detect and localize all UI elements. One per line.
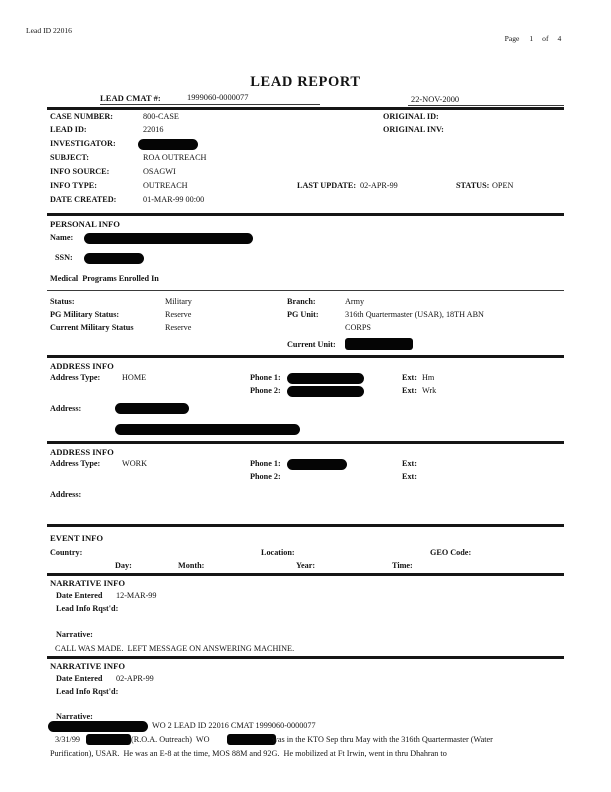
name-redaction <box>84 233 253 244</box>
cmat-underline <box>100 104 320 105</box>
branch-label: Branch: <box>287 297 316 306</box>
address-home-phone1-redaction <box>287 373 364 384</box>
current-military-status-label: Current Military Status <box>50 323 134 332</box>
address-home-type-label: Address Type: <box>50 373 101 382</box>
report-date-underline <box>408 105 564 106</box>
narrative-2-divider <box>47 656 564 659</box>
address-work-heading: ADDRESS INFO <box>50 447 114 457</box>
info-source-label: INFO SOURCE: <box>50 167 110 176</box>
status-label: STATUS: <box>456 181 490 190</box>
military-status-label: Status: <box>50 297 75 306</box>
narrative-2-heading: NARRATIVE INFO <box>50 661 126 671</box>
narrative-2-date-entered-value: 02-APR-99 <box>116 674 154 683</box>
address-home-phone2-redaction <box>287 386 364 397</box>
address-home-address-label: Address: <box>50 404 82 413</box>
address-work-type-value: WORK <box>122 459 148 468</box>
address-work-phone1-redaction <box>287 459 347 470</box>
pg-unit-label: PG Unit: <box>287 310 319 319</box>
address-work-phone2-label: Phone 2: <box>250 472 281 481</box>
narrative-1-date-entered-label: Date Entered <box>56 591 103 600</box>
address-home-divider <box>47 355 564 358</box>
pg-military-status-label: PG Military Status: <box>50 310 120 319</box>
last-update-label: LAST UPDATE: <box>297 181 357 190</box>
subject-value: ROA OUTREACH <box>143 153 207 162</box>
lead-cmat-value: 1999060-0000077 <box>187 93 249 102</box>
original-id-label: ORIGINAL ID: <box>383 112 439 121</box>
narrative-2-date-entered-label: Date Entered <box>56 674 103 683</box>
event-info-divider <box>47 524 564 527</box>
address-home-ext2-label: Ext: <box>402 386 418 395</box>
event-location-label: Location: <box>261 548 295 557</box>
page-total: 4 <box>557 33 562 43</box>
info-source-value: OSAGWI <box>143 167 176 176</box>
address-work-ext1-label: Ext: <box>402 459 418 468</box>
date-created-value: 01-MAR-99 00:00 <box>143 195 205 204</box>
address-home-ext1-value: Hm <box>422 373 435 382</box>
event-country-label: Country: <box>50 548 83 557</box>
narrative-1-lead-info-rqstd-label: Lead Info Rqst'd: <box>56 604 119 613</box>
lead-id-label: LEAD ID: <box>50 125 87 134</box>
narrative-2-line2-tail: was in the KTO Sep thru May with the 316th Quartermaster (Water <box>272 735 493 744</box>
investigator-redaction <box>138 139 198 150</box>
narrative-1-body-line: CALL WAS MADE. LEFT MESSAGE ON ANSWERING MACHINE. <box>55 644 295 653</box>
personal-info-divider <box>47 213 564 216</box>
ssn-redaction <box>84 253 144 264</box>
original-inv-label: ORIGINAL INV: <box>383 125 444 134</box>
of-word: of <box>542 33 549 43</box>
running-head-lead-id: Lead ID 22016 <box>26 26 72 35</box>
address-home-phone2-label: Phone 2: <box>250 386 281 395</box>
info-type-value: OUTREACH <box>143 181 188 190</box>
current-unit-redaction <box>345 338 413 350</box>
narrative-2-line2-redaction-b <box>227 734 276 745</box>
narrative-2-line2-mid: (R.O.A. Outreach) WO <box>131 735 210 744</box>
narrative-2-line2-head: 3/31/99 <box>55 735 81 744</box>
page-number: 1 <box>529 33 534 43</box>
narrative-1-narrative-label: Narrative: <box>56 630 93 639</box>
narrative-2-line1-tail: WO 2 LEAD ID 22016 CMAT 1999060-0000077 <box>152 721 316 730</box>
current-military-status-value: Reserve <box>165 323 192 332</box>
address-home-heading: ADDRESS INFO <box>50 361 114 371</box>
address-work-divider <box>47 441 564 444</box>
info-type-label: INFO TYPE: <box>50 181 97 190</box>
event-month-label: Month: <box>178 561 205 570</box>
address-home-line2-redaction <box>115 424 300 435</box>
address-home-line1-redaction <box>115 403 189 414</box>
narrative-2-narrative-label: Narrative: <box>56 712 93 721</box>
page-word: Page <box>504 33 520 43</box>
personal-info-subdivider <box>47 290 564 291</box>
report-date: 22-NOV-2000 <box>411 95 460 104</box>
narrative-2-lead-info-rqstd-label: Lead Info Rqst'd: <box>56 687 119 696</box>
narrative-2-line2-redaction-a <box>86 734 131 745</box>
address-home-ext2-value: Wrk <box>422 386 437 395</box>
last-update-value: 02-APR-99 <box>360 181 398 190</box>
page-title: LEAD REPORT <box>250 74 361 90</box>
name-label: Name: <box>50 233 74 242</box>
address-work-ext2-label: Ext: <box>402 472 418 481</box>
event-year-label: Year: <box>296 561 316 570</box>
military-status-value: Military <box>165 297 192 306</box>
narrative-2-author-redaction <box>48 721 148 732</box>
address-home-phone1-label: Phone 1: <box>250 373 281 382</box>
address-work-phone1-label: Phone 1: <box>250 459 281 468</box>
event-geo-code-label: GEO Code: <box>430 548 472 557</box>
status-value: OPEN <box>492 181 514 190</box>
pg-military-status-value: Reserve <box>165 310 192 319</box>
subject-label: SUBJECT: <box>50 153 89 162</box>
lead-cmat-label: LEAD CMAT #: <box>100 93 161 103</box>
lead-id-value: 22016 <box>143 125 164 134</box>
branch-value: Army <box>345 297 365 306</box>
narrative-1-heading: NARRATIVE INFO <box>50 578 126 588</box>
header-divider <box>47 107 564 110</box>
address-work-address-label: Address: <box>50 490 82 499</box>
ssn-label: SSN: <box>55 253 73 262</box>
address-home-ext1-label: Ext: <box>402 373 418 382</box>
event-time-label: Time: <box>392 561 413 570</box>
narrative-1-divider <box>47 573 564 576</box>
date-created-label: DATE CREATED: <box>50 195 117 204</box>
medical-programs-label: Medical Programs Enrolled In <box>50 274 159 283</box>
address-work-type-label: Address Type: <box>50 459 101 468</box>
narrative-2-line3: Purification), USAR. He was an E-8 at the time, MOS 88M and 92G. He mobilized at Ft Irwin, went in thru Dhahran to <box>50 749 447 758</box>
investigator-label: INVESTIGATOR: <box>50 139 116 148</box>
address-home-type-value: HOME <box>122 373 147 382</box>
current-unit-label: Current Unit: <box>287 340 336 349</box>
pg-unit-value-line1: 316th Quartermaster (USAR), 18TH ABN <box>345 310 484 319</box>
narrative-1-date-entered-value: 12-MAR-99 <box>116 591 157 600</box>
personal-info-heading: PERSONAL INFO <box>50 219 120 229</box>
running-head-page-number <box>497 27 561 50</box>
case-number-value: 800-CASE <box>143 112 179 121</box>
event-day-label: Day: <box>115 561 132 570</box>
pg-unit-value-line2: CORPS <box>345 323 371 332</box>
case-number-label: CASE NUMBER: <box>50 112 114 121</box>
event-info-heading: EVENT INFO <box>50 533 104 543</box>
